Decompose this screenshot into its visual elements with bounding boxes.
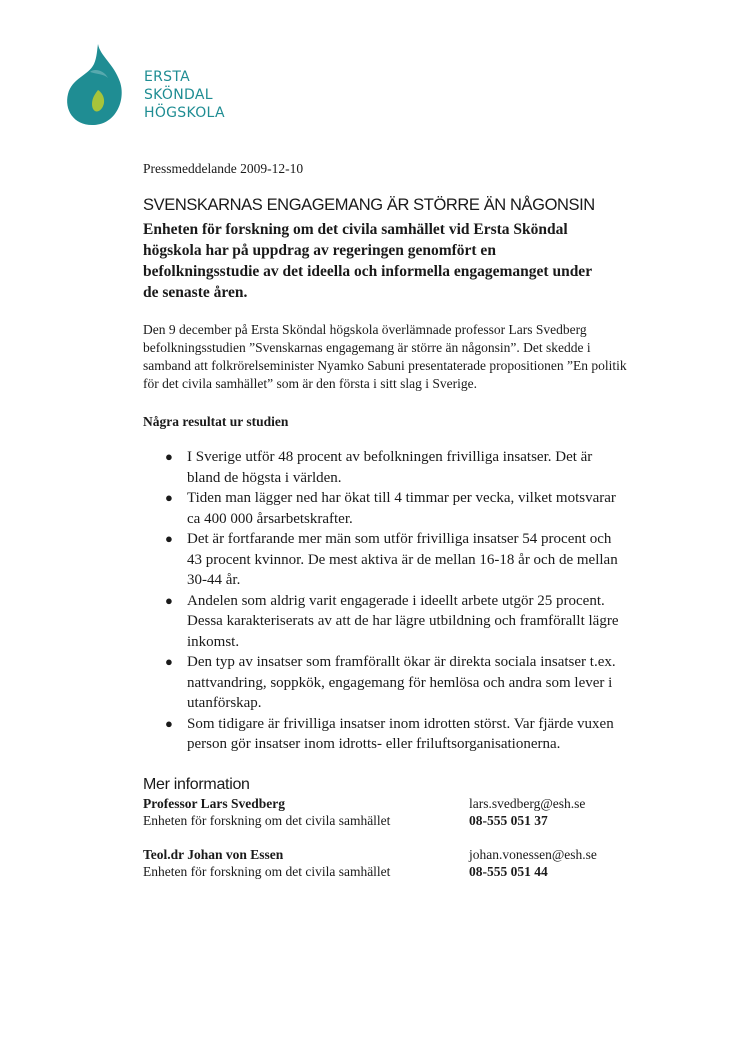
logo-line-1: ERSTA [144,69,191,85]
headline: SVENSKARNAS ENGAGEMANG ÄR STÖRRE ÄN NÅGONSIN [143,196,595,214]
contact-name: Teol.dr Johan von Essen [143,846,284,862]
list-item-text: Det är fortfarande mer män som utför frivilliga insatser 54 procent och 43 procent kvinnor. De mest aktiva är de mellan 16-18 år och de mellan 30-44 år. [187,531,618,588]
results-list [143,447,627,755]
logo-wordmark [144,68,225,122]
bullet-icon: ● [165,715,173,731]
contact-email[interactable]: lars.svedberg@esh.se [469,795,586,811]
bullet-icon: ● [165,592,173,608]
contact-email[interactable]: johan.vonessen@esh.se [469,846,597,862]
list-item [165,447,627,488]
list-item [165,652,627,714]
contact-name: Professor Lars Svedberg [143,795,285,811]
bullet-icon: ● [165,531,173,546]
list-item [165,529,627,591]
list-item [165,591,627,653]
list-item [165,488,627,529]
lead-paragraph: Enheten för forskning om det civila samhället vid Ersta Sköndal högskola har på uppdrag av regeringen genomfört en befolkningsstudie av det ideella och informella engagemanget under de senaste åren. [143,221,592,301]
more-info-title: Mer information [143,775,250,793]
drop-logo-icon [64,42,144,132]
results-title: Några resultat ur studien [143,414,289,429]
body-paragraph: Den 9 december på Ersta Sköndal högskola överlämnade professor Lars Svedberg befolkningsstudien ”Svenskarnas engagemang är större än någonsin”. Det skedde i samband att folkrörelseminister Nyamko Sabuni presentaterade propositionen ”En politik för det civila samhället” som är den första i sitt slag i Sverige. [143,322,627,391]
list-item-text: Som tidigare är frivilliga insatser inom idrotten störst. Var fjärde vuxen person gör insatser inom idrotts- eller friluftsorganisationerna. [187,715,614,752]
contact-block [143,795,623,829]
list-item [165,714,627,755]
list-item-text: Andelen som aldrig varit engagerade i ideellt arbete utgör 25 procent. Dessa karakteriserats av att de har lägre utbildning och framförallt lägre inkomst. [187,592,619,650]
press-release [143,160,627,880]
list-item-text: Den typ av insatser som framförallt ökar är direkta sociala insatser t.ex. nattvandring, soppkök, engagemang för hemlösa och andra som lever i utanförskap. [187,654,616,711]
bullet-icon: ● [165,490,173,505]
press-date: Pressmeddelande 2009-12-10 [143,161,304,176]
logo-line-3: HÖGSKOLA [144,105,225,121]
contact-unit: Enheten för forskning om det civila samhället [143,863,391,879]
list-item-text: I Sverige utför 48 procent av befolkningen frivilliga insatser. Det är bland de högsta i världen. [187,449,593,486]
contact-phone: 08-555 051 44 [469,863,548,879]
logo [64,42,234,132]
bullet-icon: ● [165,449,173,464]
contact-phone: 08-555 051 37 [469,812,548,828]
bullet-icon: ● [165,654,173,669]
logo-line-2: SKÖNDAL [144,87,213,103]
list-item-text: Tiden man lägger ned har ökat till 4 timmar per vecka, vilket motsvarar ca 400 000 årsarbetskrafter. [187,490,616,527]
contact-unit: Enheten för forskning om det civila samhället [143,812,391,828]
contact-block [143,846,623,880]
